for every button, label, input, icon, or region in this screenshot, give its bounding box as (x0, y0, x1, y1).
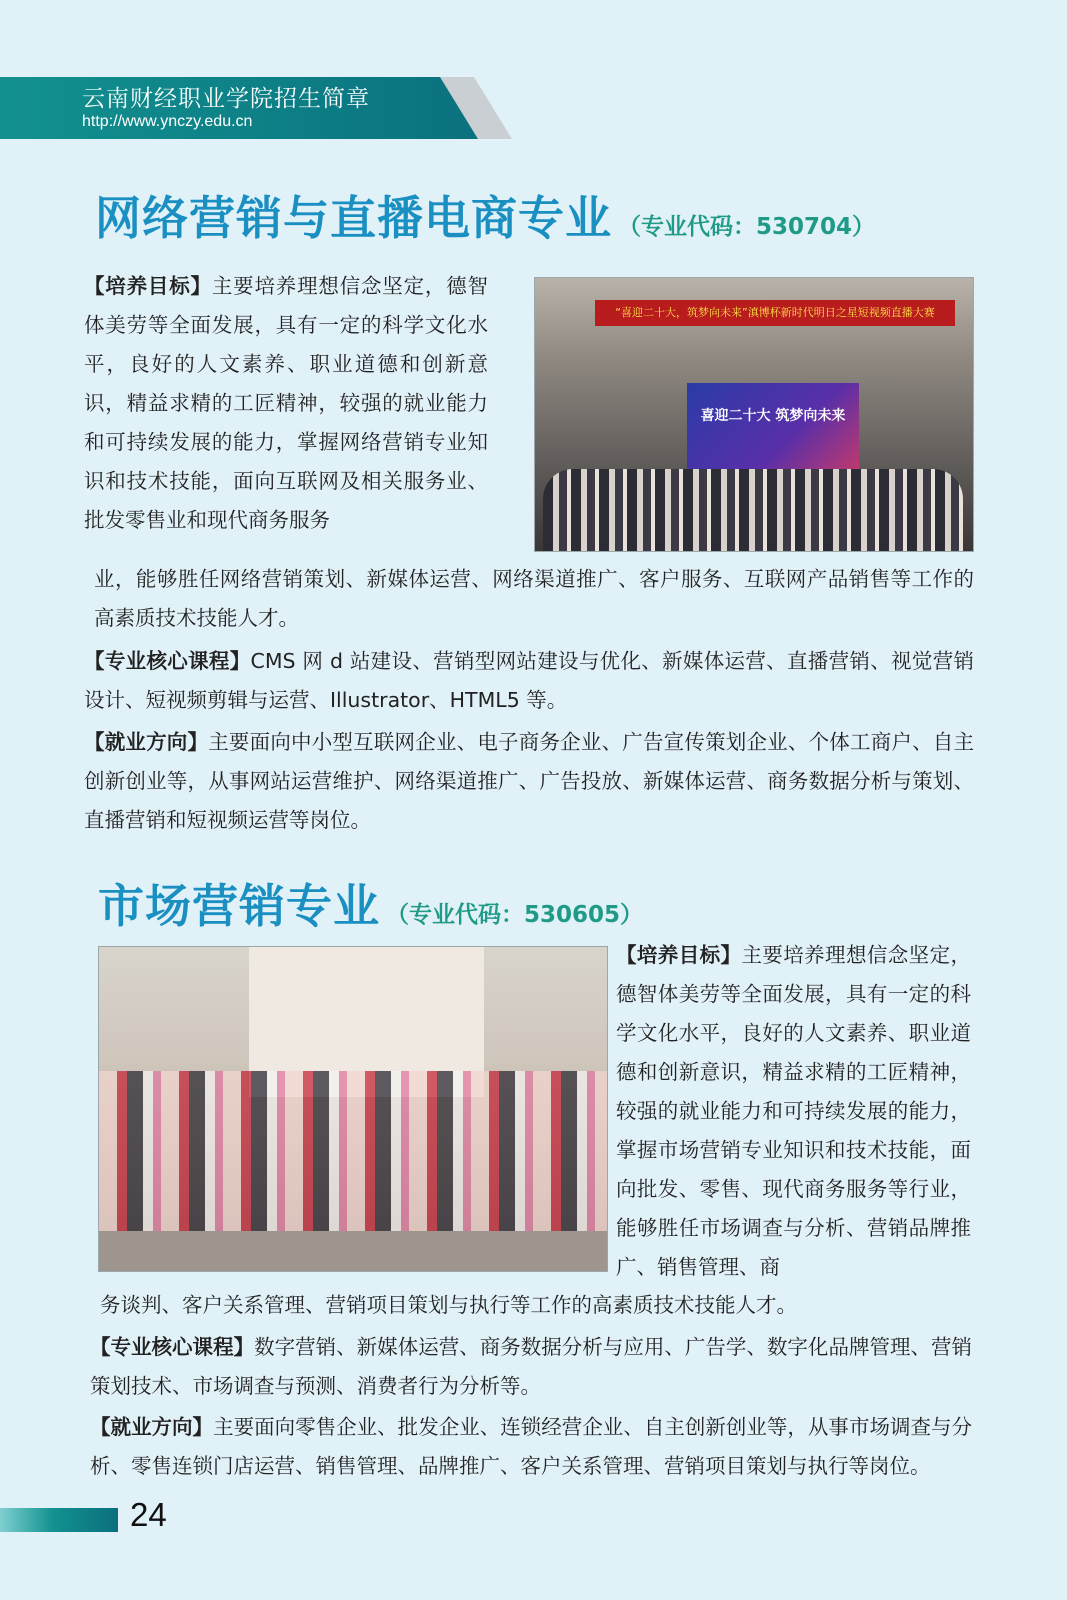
section2-job-tag: 【就业方向】 (90, 1415, 214, 1439)
photo2-floor (99, 1231, 607, 1271)
page-number: 24 (130, 1496, 167, 1533)
section2-photo (98, 946, 608, 1272)
section2-courses (90, 1328, 972, 1406)
section1-job-tag: 【就业方向】 (84, 730, 209, 754)
section1-jobs (84, 723, 974, 840)
section1-goal-tag: 【培养目标】 (84, 274, 212, 298)
section2-goal-tag: 【培养目标】 (616, 943, 742, 967)
section2-jobs (90, 1408, 972, 1486)
section2-course-tag: 【专业核心课程】 (90, 1335, 255, 1359)
section1-goal-text: 主要培养理想信念坚定，德智体美劳等全面发展，具有一定的科学文化水平，良好的人文素养、职业道德和创新意识，精益求精的工匠精神，较强的就业能力和可持续发展的能力，掌握网络营销专业知识和技术技能，面向互联网及相关服务业、批发零售业和现代商务服务 (84, 274, 489, 532)
section1-photo (534, 277, 974, 552)
footer-bar (0, 1508, 118, 1532)
section1-courses (84, 642, 974, 720)
section1-course-tag: 【专业核心课程】 (84, 649, 251, 673)
section2-major-code: （专业代码：530605） (386, 902, 644, 928)
section1-heading (95, 182, 875, 248)
section2-goal-continued: 务谈判、客户关系管理、营销项目策划与执行等工作的高素质技术技能人才。 (100, 1293, 797, 1317)
section1-goal-continued: 业，能够胜任网络营销策划、新媒体运营、网络渠道推广、客户服务、互联网产品销售等工作的高素质技术技能人才。 (94, 567, 974, 630)
section1-major-code: （专业代码：530704） (618, 214, 876, 240)
photo1-banner: “喜迎二十大，筑梦向未来”滇博杯新时代明日之星短视频直播大赛 (595, 300, 955, 326)
section2-heading (98, 870, 643, 936)
photo1-screen: 喜迎二十大 筑梦向未来 (687, 383, 859, 475)
section1-major-name: 网络营销与直播电商专业 (95, 191, 612, 245)
section1-course-text: CMS 网 d 站建设、营销型网站建设与优化、新媒体运营、直播营销、视觉营销设计、短视频剪辑与运营、Illustrator、HTML5 等。 (84, 649, 975, 712)
section2-course-text: 数字营销、新媒体运营、商务数据分析与应用、广告学、数字化品牌管理、营销策划技术、市场调查与预测、消费者行为分析等。 (90, 1335, 973, 1398)
photo1-crowd (543, 469, 963, 551)
section2-major-name: 市场营销专业 (98, 879, 380, 933)
section2-goal-text: 主要培养理想信念坚定，德智体美劳等全面发展，具有一定的科学文化水平，良好的人文素养、职业道德和创新意识，精益求精的工匠精神，较强的就业能力和可持续发展的能力，掌握市场营销专业知识和技术技能，面向批发、零售、现代商务服务等行业，能够胜任市场调查与分析、营销品牌推广、销售管理、商 (616, 943, 971, 1279)
header-title: 云南财经职业学院招生简章 (82, 86, 370, 112)
section1-job-text: 主要面向中小型互联网企业、电子商务企业、广告宣传策划企业、个体工商户、自主创新创业等，从事网站运营维护、网络渠道推广、广告投放、新媒体运营、商务数据分析与策划、直播营销和短视频运营等岗位。 (84, 730, 975, 832)
header-url[interactable]: http://www.ynczy.edu.cn (82, 113, 253, 130)
section2-job-text: 主要面向零售企业、批发企业、连锁经营企业、自主创新创业等，从事市场调查与分析、零售连锁门店运营、销售管理、品牌推广、客户关系管理、营销项目策划与执行等岗位。 (90, 1415, 973, 1478)
section2-goal-wrapped (616, 936, 971, 1287)
section1-goal-wrapped (84, 267, 488, 540)
